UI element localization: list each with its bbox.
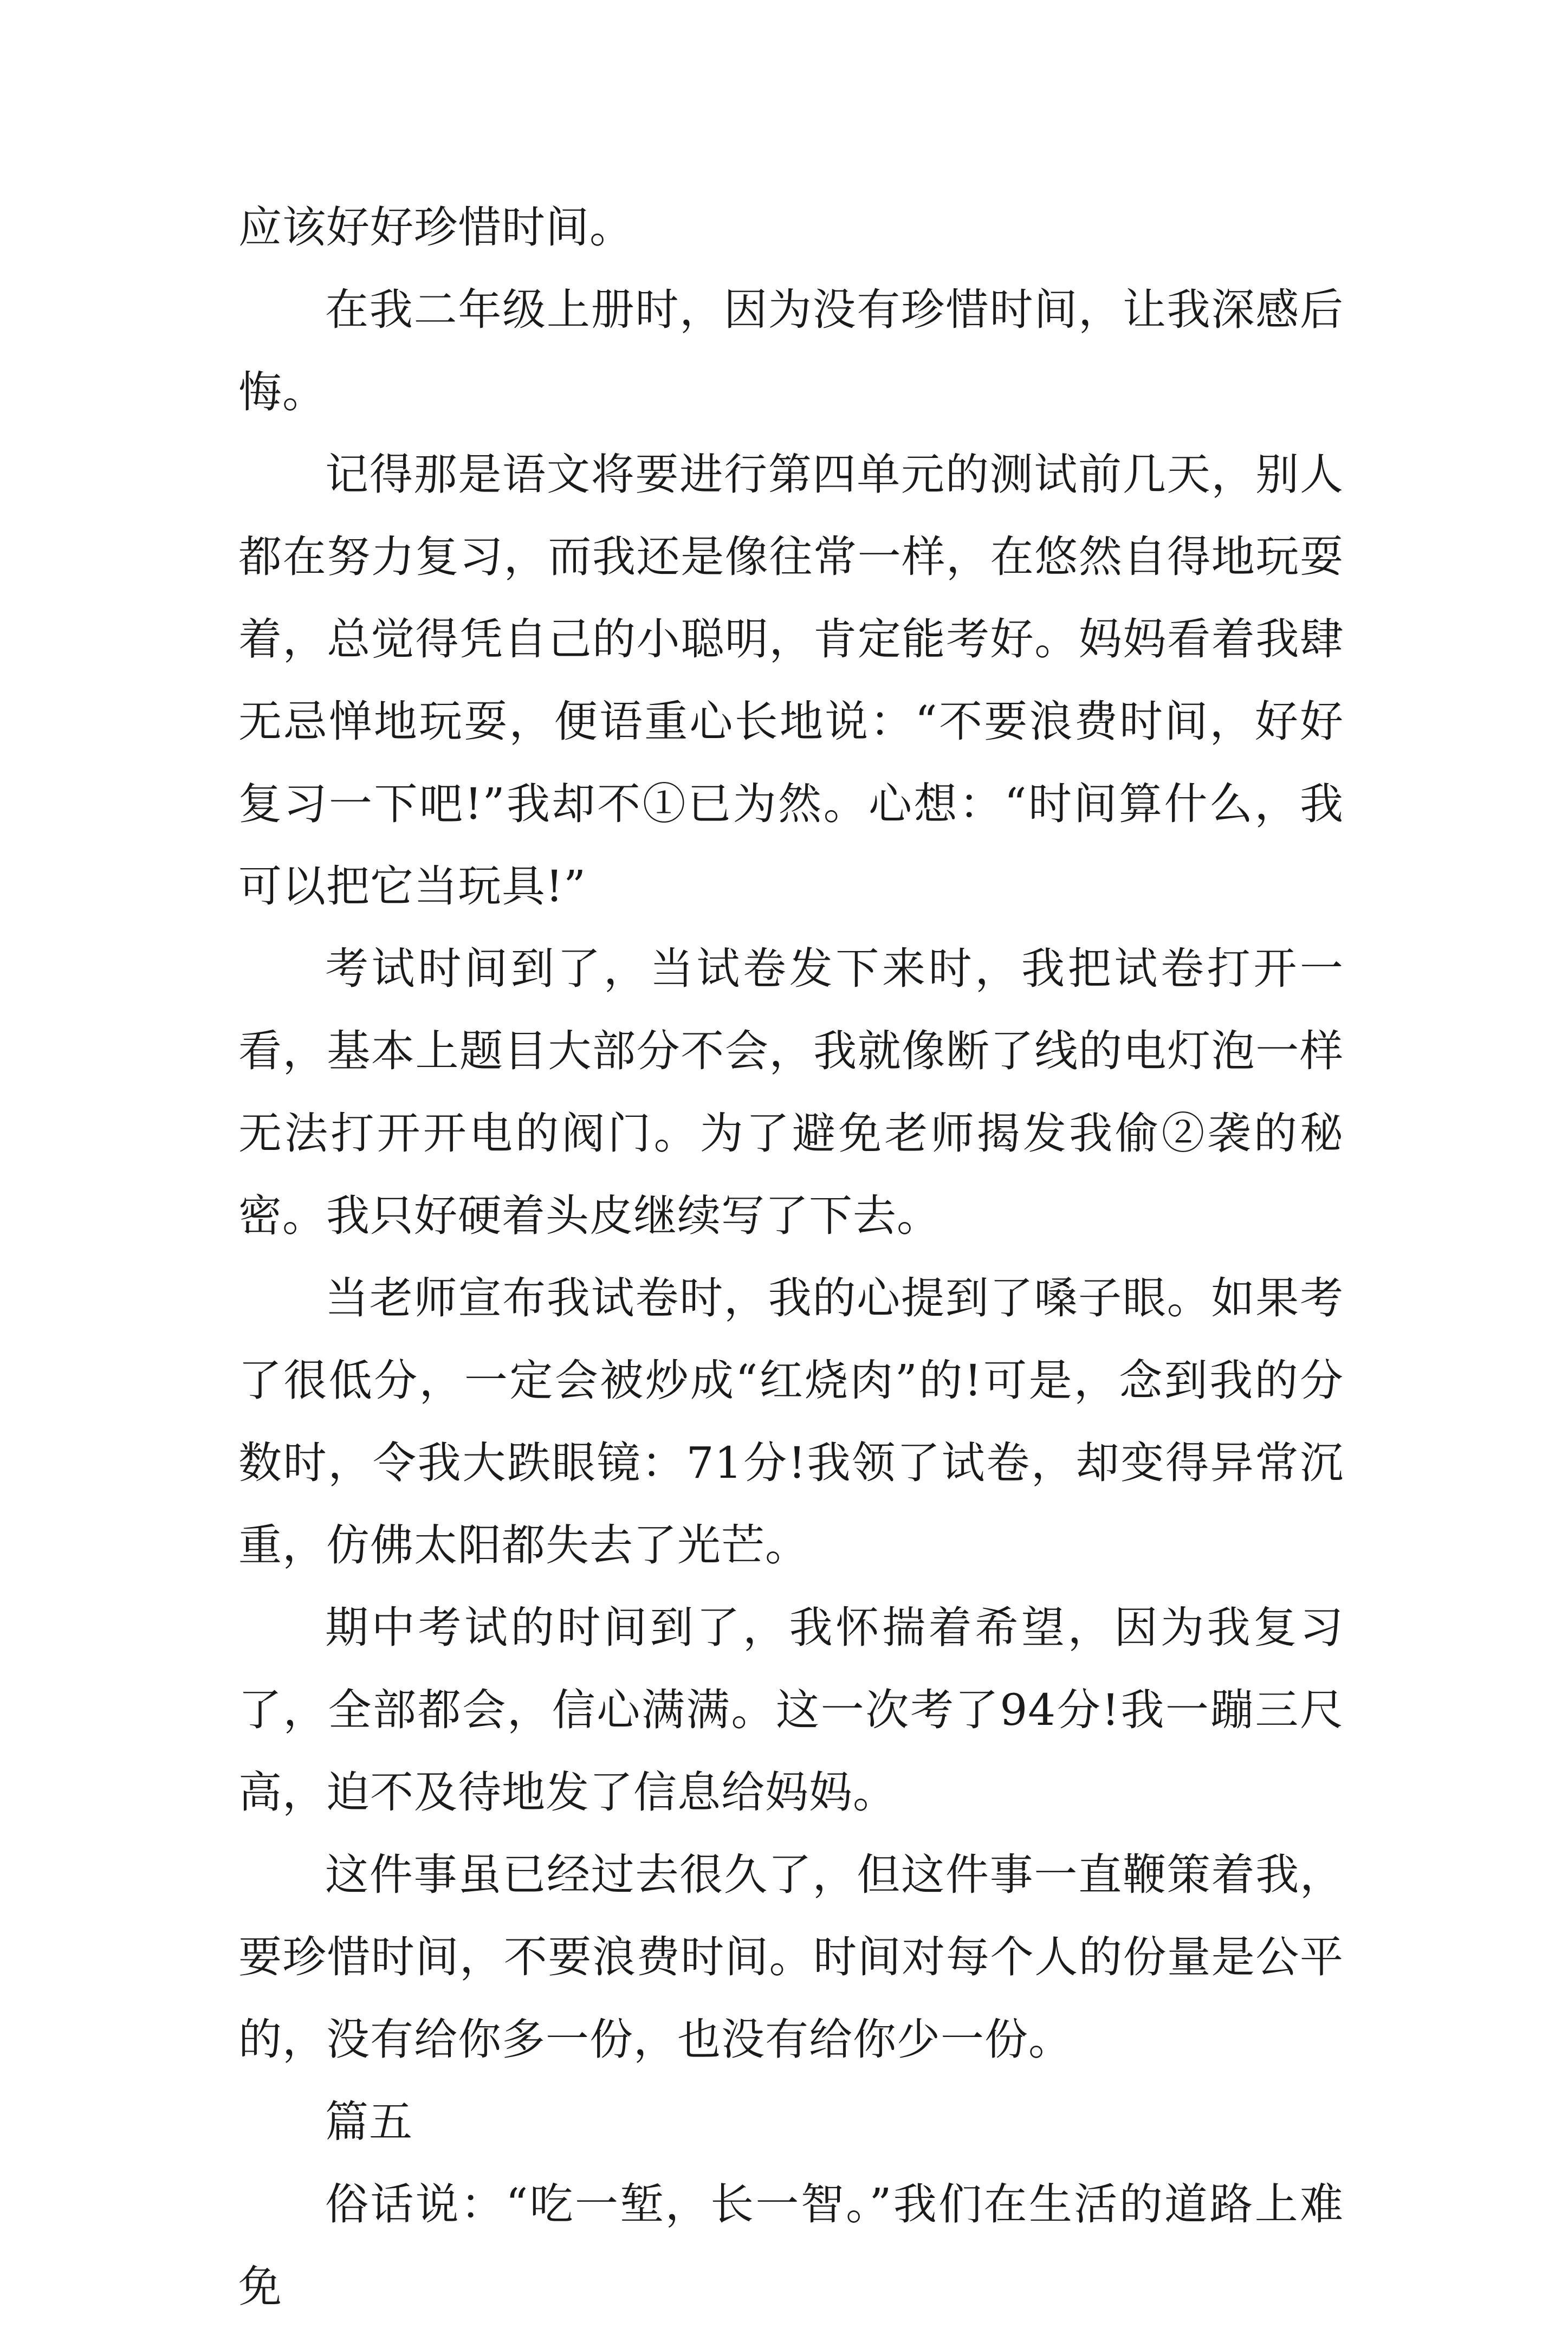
paragraph-before-test: 记得那是语文将要进行第四单元的测试前几天，别人都在努力复习，而我还是像往常一样，在悠然自得地玩耍着，总觉得凭自己的小聪明，肯定能考好。妈妈看着我肆无忌惮地玩耍，便语重心长地说：“不要浪费时间，好好复习一下吧!”我却不①已为然。心想：“时间算什么，我可以把它当玩具!” bbox=[238, 449, 1344, 911]
paragraph-proverb: 俗话说：“吃一堑，长一智。”我们在生活的道路上难免 bbox=[238, 2179, 1344, 2312]
paragraph-continuation: 应该好好珍惜时间。 bbox=[238, 202, 633, 253]
paragraph-score-announcement: 当老师宣布我试卷时，我的心提到了嗓子眼。如果考了很低分，一定会被炒成“红烧肉”的!可是，念到我的分数时，令我大跌眼镜：71分!我领了试卷，却变得异常沉重，仿佛太阳都失去了光芒。 bbox=[238, 1273, 1344, 1570]
paragraph-reflection: 这件事虽已经过去很久了，但这件事一直鞭策着我，要珍惜时间，不要浪费时间。时间对每个人的份量是公平的，没有给你多一份，也没有给你少一份。 bbox=[238, 1850, 1344, 2065]
document-body bbox=[238, 186, 1344, 2328]
paragraph-test-time: 考试时间到了，当试卷发下来时，我把试卷打开一看，基本上题目大部分不会，我就像断了线的电灯泡一样无法打开开电的阀门。为了避免老师揭发我偷②袭的秘密。我只好硬着头皮继续写了下去。 bbox=[238, 943, 1344, 1241]
section-heading: 篇五 bbox=[325, 2097, 413, 2147]
paragraph-grade-two: 在我二年级上册时，因为没有珍惜时间，让我深感后悔。 bbox=[238, 284, 1344, 417]
paragraph-midterm: 期中考试的时间到了，我怀揣着希望，因为我复习了，全部都会，信心满满。这一次考了94分!我一蹦三尺高，迫不及待地发了信息给妈妈。 bbox=[238, 1602, 1344, 1818]
